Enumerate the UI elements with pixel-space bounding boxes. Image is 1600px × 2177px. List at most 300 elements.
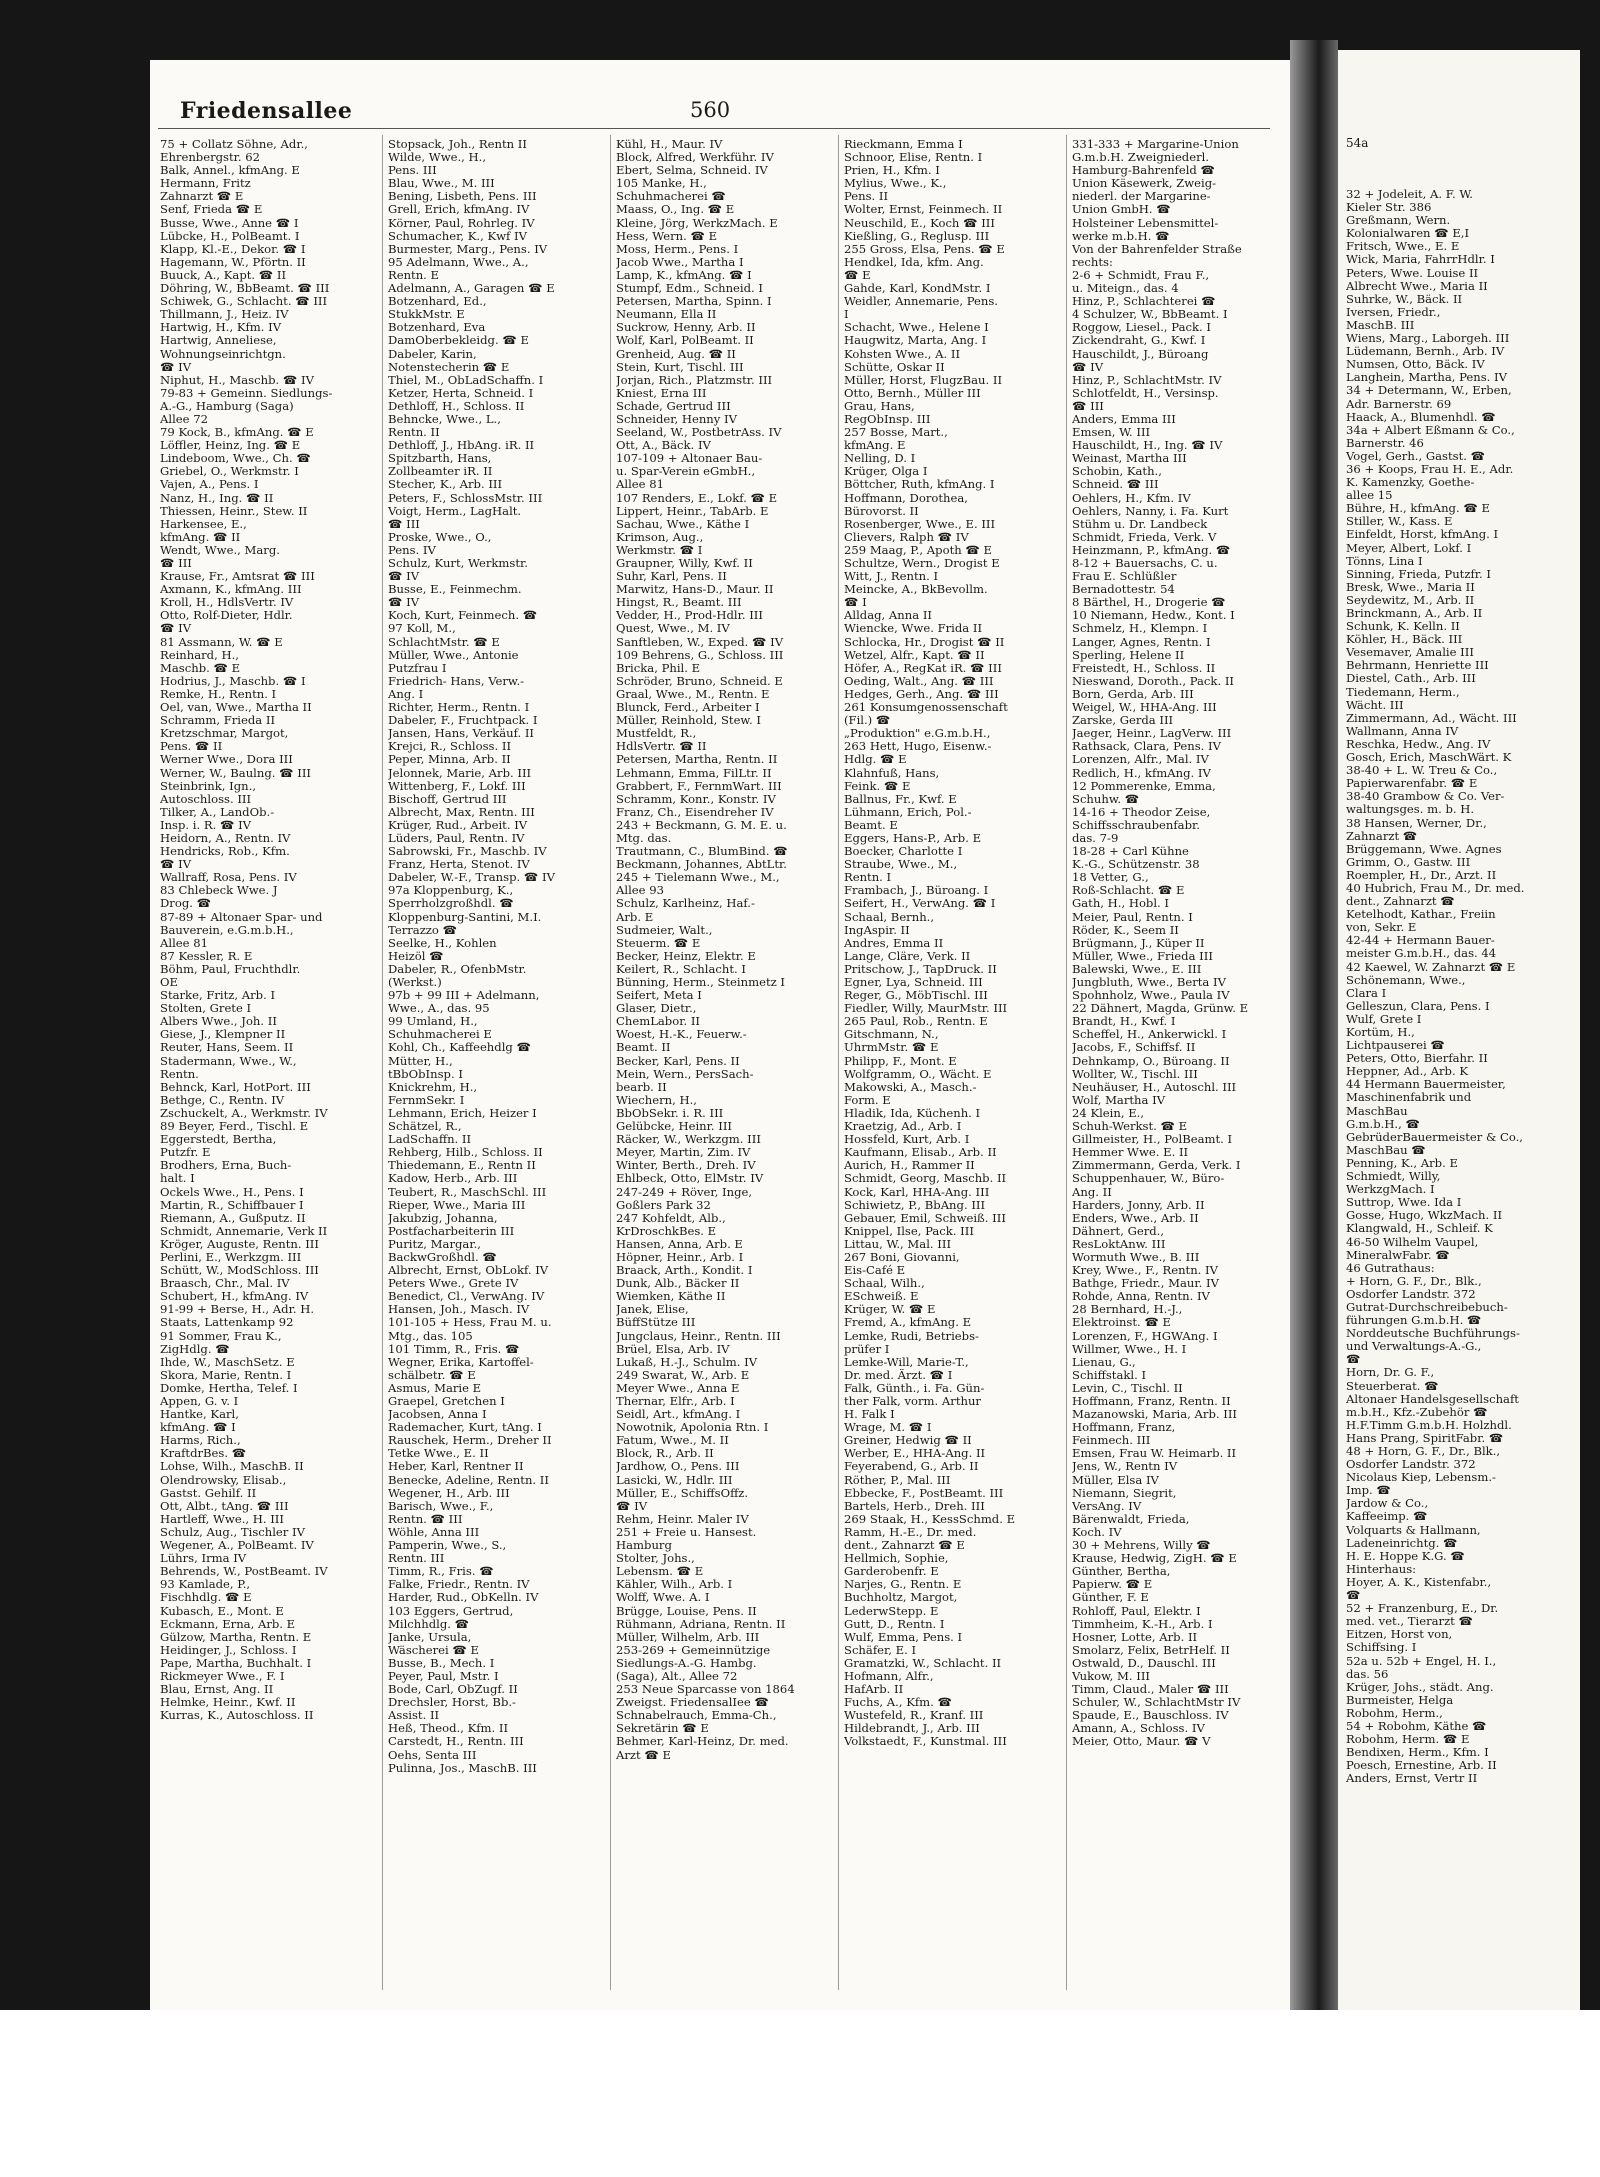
directory-entry: ☎ III: [1072, 399, 1104, 413]
directory-entry: Buuck, A., Kapt. ☎ II: [160, 268, 287, 282]
directory-entry: 40 Hubrich, Frau M., Dr. med.: [1346, 881, 1525, 895]
directory-entry: Schlotfeldt, H., Versinsp.: [1072, 386, 1219, 400]
directory-entry: 91 Sommer, Frau K.,: [160, 1329, 282, 1343]
directory-entry: 91-99 + Berse, H., Adr. H.: [160, 1303, 315, 1317]
directory-entry: Siedlungs-A.-G. Hambg.: [616, 1656, 757, 1670]
directory-entry: Riemann, A., Gußputz. II: [160, 1211, 306, 1225]
directory-entry: Albrecht, Max, Rentn. III: [388, 805, 535, 819]
directory-entry: Krause, Fr., Amtsrat ☎ III: [160, 570, 315, 584]
directory-entry: 107 Renders, E., Lokf. ☎ E: [616, 491, 778, 505]
directory-entry: Werner Wwe., Dora III: [160, 753, 293, 767]
directory-entry: Horn, Dr. G. F.,: [1346, 1366, 1435, 1380]
directory-entry: Kurras, K., Autoschloss. II: [160, 1709, 314, 1723]
directory-entry: Bresk, Wwe., Maria II: [1346, 580, 1475, 594]
directory-entry: Maschb. ☎ E: [160, 661, 241, 675]
directory-entry: ESchweiß. E: [844, 1290, 919, 1304]
directory-entry: Zweigst. FriedensalIee ☎: [616, 1696, 769, 1710]
directory-entry: Dabeler, W.-F., Transp. ☎ IV: [388, 871, 555, 885]
directory-entry: Stecher, K., Arb. III: [388, 478, 503, 492]
directory-entry: Wolf, Karl, PolBeamt. II: [616, 334, 754, 348]
directory-entry: G.m.b.H., ☎: [1346, 1117, 1420, 1131]
directory-entry: 267 Boni, Giovanni,: [844, 1250, 960, 1264]
directory-entry: K. Kamenzky, Goethe-: [1346, 476, 1475, 490]
directory-entry: Hendricks, Rob., Kfm.: [160, 845, 290, 859]
directory-entry: ther Falk, vorm. Arthur: [844, 1395, 981, 1408]
directory-entry: Höfer, A., RegKat iR. ☎ III: [844, 661, 1002, 675]
directory-entry: Graupner, Willy, Kwf. II: [616, 557, 753, 570]
directory-entry: Gitschmann, N.,: [844, 1028, 939, 1042]
directory-entry: m.b.H., Kfz.-Zubehör ☎: [1346, 1405, 1488, 1419]
directory-entry: Peters, Otto, Bierfahr. II: [1346, 1052, 1488, 1066]
directory-entry: Heß, Theod., Kfm. II: [388, 1722, 509, 1736]
directory-entry: Wiechern, H.,: [616, 1093, 697, 1107]
directory-entry: Räcker, W., Werkzgm. III: [616, 1133, 761, 1147]
directory-entry: Littau, W., Mal. III: [844, 1237, 952, 1251]
directory-entry: Robohm, Herm.,: [1346, 1706, 1443, 1720]
directory-entry: Timm, R., Fris. ☎: [388, 1565, 494, 1579]
directory-entry: Perlini, E., Werkzgm. III: [160, 1250, 302, 1264]
directory-entry: Oehlers, H., Kfm. IV: [1072, 491, 1191, 505]
directory-entry: OE: [160, 976, 178, 989]
directory-entry: Reschka, Hedw., Ang. IV: [1346, 737, 1491, 751]
directory-entry: BbObSekr. i. R. III: [616, 1106, 724, 1120]
directory-entry: Schnabelrauch, Emma-Ch.,: [616, 1709, 777, 1723]
directory-entry: Krüger, Olga I: [844, 465, 928, 479]
directory-entry: Fremd, A., kfmAng. E: [844, 1316, 972, 1330]
directory-entry: Stadermann, Wwe., W.,: [160, 1054, 297, 1068]
directory-entry: Werber, E., HHA-Ang. II: [844, 1447, 986, 1461]
directory-entry: Lukaß, H.-J., Schulm. IV: [616, 1355, 758, 1369]
directory-entry: Schiwek, G., Schlacht. ☎ III: [160, 295, 328, 309]
directory-entry: Graal, Wwe., M., Rentn. E: [616, 687, 770, 701]
directory-entry: Schneid. ☎ III: [1072, 478, 1159, 492]
directory-entry: Emsen, W. III: [1072, 426, 1151, 440]
directory-entry: Wollter, W., Tischl. III: [1072, 1067, 1198, 1081]
directory-entry: Drog. ☎: [160, 897, 212, 911]
directory-entry: Petersen, Martha, Spinn. I: [616, 295, 772, 309]
directory-entry: Ramm, H.-E., Dr. med.: [844, 1525, 977, 1539]
directory-entry: Löffler, Heinz, Ing. ☎ E: [160, 439, 301, 453]
directory-entry: Bürovorst. II: [844, 504, 919, 518]
directory-entry: allee 15: [1346, 489, 1393, 503]
directory-entry: Heidorn, A., Rentn. IV: [160, 831, 291, 845]
directory-entry: Wilde, Wwe., H.,: [388, 151, 487, 165]
directory-entry: Ehlbeck, Otto, ElMstr. IV: [616, 1172, 764, 1186]
directory-entry: Hamburg-Bahrenfeld ☎: [1072, 164, 1215, 178]
directory-entry: 42 Kaewel, W. Zahnarzt ☎ E: [1346, 960, 1516, 974]
directory-entry: Krejci, R., Schloss. II: [388, 740, 512, 754]
right-page: [1338, 50, 1580, 2010]
directory-entry: 87 Kessler, R. E: [160, 949, 253, 963]
directory-entry: 79 Kock, B., kfmAng. ☎ E: [160, 426, 314, 440]
directory-entry: Wick, Maria, FahrrHdlr. I: [1346, 253, 1495, 267]
directory-entry: Putzfr. E: [160, 1146, 211, 1160]
directory-entry: + Horn, G. F., Dr., Blk.,: [1346, 1274, 1482, 1288]
directory-entry: Suttrop, Wwe. Ida I: [1346, 1196, 1462, 1210]
directory-entry: Egner, Lya, Schneid. III: [844, 976, 983, 989]
directory-entry: Hinz, P., SchlachtMstr. IV: [1072, 373, 1222, 387]
directory-entry: Hemmer Wwe. E. II: [1072, 1146, 1189, 1160]
directory-entry: Ockels Wwe., H., Pens. I: [160, 1185, 304, 1199]
directory-entry: Sekretärin ☎ E: [616, 1722, 709, 1736]
directory-entry: Schmidt, Georg, Maschb. II: [844, 1172, 1007, 1186]
directory-entry: Knickrehm, H.,: [388, 1080, 478, 1094]
directory-entry: Kniest, Erna III: [616, 386, 707, 400]
directory-entry: Schmiedt, Willy,: [1346, 1170, 1441, 1184]
directory-entry: Tetke Wwe., E. II: [388, 1447, 489, 1461]
directory-entry: Busse, B., Mech. I: [388, 1656, 495, 1670]
directory-entry: Union GmbH. ☎: [1072, 203, 1171, 217]
directory-entry: Rentn. III: [388, 1552, 445, 1566]
directory-entry: Form. E: [844, 1093, 891, 1107]
directory-entry: Hagemann, W., Pförtn. II: [160, 255, 306, 269]
directory-entry: 46-50 Wilhelm Vaupel,: [1346, 1235, 1479, 1249]
directory-entry: Rademacher, Kurt, tAng. I: [388, 1421, 542, 1435]
directory-entry: Schuhmacherei ☎: [616, 190, 726, 204]
directory-entry: Bartels, Herb., Dreh. III: [844, 1499, 985, 1513]
directory-entry: Sudmeier, Walt.,: [616, 923, 713, 937]
directory-entry: Lasicki, W., Hdlr. III: [616, 1473, 733, 1487]
directory-entry: Roempler, H., Dr., Arzt. II: [1346, 868, 1497, 882]
directory-entry: Wiemken, Käthe II: [616, 1290, 726, 1304]
directory-entry: 89 Beyer, Ferd., Tischl. E: [160, 1120, 309, 1134]
directory-entry: Stopsack, Joh., Rentn II: [388, 138, 527, 151]
directory-entry: 18 Vetter, G.,: [1072, 871, 1149, 885]
directory-entry: Mein, Wern., PersSach-: [616, 1067, 754, 1081]
directory-entry: Lemke, Rudi, Betriebs-: [844, 1329, 979, 1343]
directory-entry: 263 Hett, Hugo, Eisenw.-: [844, 740, 992, 754]
directory-entry: Rieper, Wwe., Maria III: [388, 1198, 526, 1212]
directory-entry: Wiens, Marg., Laborgeh. III: [1346, 332, 1510, 346]
directory-entry: Heinzmann, P., kfmAng. ☎: [1072, 543, 1231, 557]
directory-entry: Emsen, Frau W. Heimarb. II: [1072, 1447, 1237, 1461]
directory-entry: Eitzen, Horst von,: [1346, 1628, 1453, 1642]
directory-entry: Köhler, H., Bäck. III: [1346, 633, 1463, 647]
directory-entry: Lindeboom, Wwe., Ch. ☎: [160, 452, 311, 466]
directory-entry: Knippel, Ilse, Pack. III: [844, 1224, 974, 1238]
directory-entry: Wrage, M. ☎ I: [844, 1421, 932, 1435]
directory-entry: Hartleff, Wwe., H. III: [160, 1512, 284, 1526]
directory-entry: Allee 81: [616, 478, 664, 492]
directory-entry: Spohnholz, Wwe., Paula IV: [1072, 989, 1230, 1003]
directory-entry: Richter, Herm., Rentn. I: [388, 701, 530, 715]
directory-entry: Lühmann, Erich, Pol.-: [844, 805, 972, 819]
directory-entry: Barisch, Wwe., F.,: [388, 1499, 494, 1513]
directory-entry: 103 Eggers, Gertrud,: [388, 1604, 514, 1618]
directory-entry: Grell, Erich, kfmAng. IV: [388, 203, 530, 217]
directory-entry: Meyer Wwe., Anna E: [616, 1381, 740, 1395]
directory-entry: Von der Bahrenfelder Straße: [1072, 242, 1242, 256]
directory-entry: Frau E. Schlüßler: [1072, 570, 1177, 584]
directory-entry: Behncke, Wwe., L.,: [388, 412, 501, 426]
directory-entry: Koch, Kurt, Feinmech. ☎: [388, 609, 538, 623]
directory-entry: Ehrenbergstr. 62: [160, 151, 261, 165]
directory-entry: Schulz, Kurt, Werkmstr.: [388, 557, 528, 570]
directory-entry: Lorenzen, F., HGWAng. I: [1072, 1329, 1218, 1343]
directory-entry: Becker, Heinz, Elektr. E: [616, 949, 756, 963]
directory-entry: Wittenberg, F., Lokf. III: [388, 779, 526, 793]
directory-entry: Scheffel, H., Ankerwickl. I: [1072, 1028, 1227, 1042]
directory-entry: Poesch, Ernestine, Arb. II: [1346, 1759, 1497, 1773]
directory-entry: Holsteiner Lebensmittel-: [1072, 216, 1219, 230]
directory-entry: Thillmann, J., Heiz. IV: [160, 308, 289, 322]
directory-entry: Kortüm, H.,: [1346, 1026, 1415, 1039]
directory-entry: A.-G., Hamburg (Saga): [160, 399, 294, 413]
directory-entry: niederl. der Margarine-: [1072, 190, 1211, 204]
directory-entry: Rathsack, Clara, Pens. IV: [1072, 740, 1221, 754]
directory-entry: Schuhw. ☎: [1072, 792, 1140, 806]
directory-entry: Bischoff, Gertrud III: [388, 792, 507, 806]
directory-entry: DamOberbekleidg. ☎ E: [388, 334, 529, 348]
directory-entry: Kaufmann, Elisab., Arb. II: [844, 1146, 997, 1160]
directory-entry: 30 + Mehrens, Willy ☎: [1072, 1539, 1211, 1553]
directory-entry: Brügmann, J., Küper II: [1072, 936, 1205, 950]
directory-entry: 101 Timm, R., Fris. ☎: [388, 1342, 520, 1356]
directory-entry: Langhein, Martha, Pens. IV: [1346, 371, 1507, 385]
directory-entry: Appen, G. v. I: [160, 1395, 239, 1408]
directory-entry: Notenstecherin ☎ E: [388, 360, 510, 374]
directory-entry: Tiedemann, Herm.,: [1346, 685, 1460, 699]
directory-entry: Zschuckelt, A., Werkmstr. IV: [160, 1106, 328, 1120]
directory-entry: Albrecht, Ernst, ObLokf. IV: [388, 1264, 549, 1278]
directory-entry: Gelleszun, Clara, Pens. I: [1346, 999, 1490, 1013]
directory-entry: ☎ III: [388, 517, 420, 531]
directory-entry: med. vet., Tierarzt ☎: [1346, 1615, 1473, 1629]
directory-entry: Peters, Wwe. Louise II: [1346, 266, 1479, 280]
directory-entry: ☎ I: [844, 596, 867, 610]
directory-entry: das. 7-9: [1072, 831, 1119, 845]
directory-entry: Diestel, Cath., Arb. III: [1346, 672, 1476, 686]
directory-entry: Falk, Günth., i. Fa. Gün-: [844, 1381, 985, 1395]
directory-entry: Schulz, Aug., Tischler IV: [160, 1525, 305, 1539]
directory-entry: Fuchs, A., Kfm. ☎: [844, 1696, 952, 1710]
page-number: 560: [690, 98, 731, 122]
directory-entry: Lippert, Heinr., TabArb. E: [616, 504, 769, 518]
directory-entry: Altonaer Handelsgesellschaft: [1346, 1392, 1519, 1406]
directory-entry: Hess, Wern. ☎ E: [616, 229, 718, 243]
column-divider: [382, 135, 383, 1990]
directory-entry: Thiessen, Heinr., Stew. II: [160, 504, 308, 518]
directory-entry: Busse, E., Feinmechm.: [388, 583, 522, 597]
directory-entry: Wendt, Wwe., Marg.: [160, 543, 280, 557]
directory-entry: Peyer, Paul, Mstr. I: [388, 1669, 499, 1683]
directory-entry: Rentn. II: [388, 426, 440, 440]
directory-entry: Dehnkamp, O., Büroang. II: [1072, 1054, 1230, 1068]
directory-entry: Meincke, A., BkBevollm.: [844, 583, 988, 597]
directory-column-5: [1072, 138, 1290, 1998]
directory-entry: Friedrich- Hans, Verw.-: [388, 674, 525, 688]
directory-entry: von, Sekr. E: [1346, 921, 1417, 935]
directory-entry: Ballnus, Fr., Kwf. E: [844, 792, 957, 806]
directory-column-2: [388, 138, 606, 1998]
directory-entry: Anders, Ernst, Vertr II: [1346, 1772, 1478, 1786]
directory-entry: Schönemann, Wwe.,: [1346, 973, 1466, 987]
directory-entry: Ebert, Selma, Schneid. IV: [616, 164, 768, 178]
directory-entry: 245 + Tielemann Wwe., M.,: [616, 871, 780, 885]
directory-entry: Schnoor, Elise, Rentn. I: [844, 151, 983, 165]
directory-entry: Klapp, Kl.-E., Dekor. ☎ I: [160, 242, 306, 256]
directory-entry: Gülzow, Martha, Rentn. E: [160, 1630, 312, 1644]
directory-entry: Böhm, Paul, Fruchthdlr.: [160, 962, 301, 976]
directory-entry: Kohl, Ch., Kaffeehdlg ☎: [388, 1041, 531, 1055]
directory-entry: ☎: [1346, 1589, 1361, 1603]
directory-entry: Schultze, Wern., Drogist E: [844, 557, 1000, 570]
directory-entry: Hauschildt, H., Ing. ☎ IV: [1072, 439, 1223, 453]
directory-entry: Weigel, W., HHA-Ang. III: [1072, 701, 1217, 715]
directory-entry: Alldag, Anna II: [844, 609, 932, 623]
directory-entry: Vedder, H., Prod-Hdlr. III: [616, 609, 763, 623]
directory-entry: Müller, Wwe., Frieda III: [1072, 949, 1213, 963]
directory-entry: Wächt. III: [1346, 698, 1404, 712]
scan-border-right: [1580, 0, 1600, 2010]
directory-entry: Harder, Rud., ObKelln. IV: [388, 1591, 539, 1605]
directory-entry: Körner, Paul, Rohrleg. IV: [388, 216, 535, 230]
directory-entry: Hoffmann, Dorothea,: [844, 491, 968, 505]
directory-entry: Puritz, Margar.,: [388, 1237, 481, 1251]
directory-entry: Balewski, Wwe., E. III: [1072, 962, 1202, 976]
directory-entry: Suckrow, Henny, Arb. II: [616, 321, 756, 335]
directory-entry: Hoffmann, Franz,: [1072, 1421, 1176, 1435]
directory-entry: Benedict, Cl., VerwAng. IV: [388, 1290, 545, 1304]
directory-entry: Busse, Wwe., Anne ☎ I: [160, 216, 299, 230]
directory-entry: Adr. Barnerstr. 69: [1346, 397, 1452, 411]
directory-entry: Heidinger, J., Schloss. I: [160, 1643, 297, 1657]
directory-entry: Rühmann, Adriana, Rentn. II: [616, 1617, 786, 1631]
directory-entry: Nanz, H., Ing. ☎ II: [160, 491, 274, 505]
directory-entry: Milchhdlg. ☎: [388, 1617, 470, 1631]
directory-entry: Bühre, H., kfmAng. ☎ E: [1346, 502, 1490, 516]
directory-entry: Clara I: [1346, 986, 1387, 1000]
directory-entry: Volquarts & Hallmann,: [1346, 1523, 1481, 1537]
directory-entry: Gosse, Hugo, WkzMach. II: [1346, 1209, 1503, 1223]
directory-entry: Kleine, Jörg, WerkzMach. E: [616, 216, 778, 230]
directory-entry: ☎ III: [160, 557, 192, 570]
directory-entry: 259 Maag, P., Apoth ☎ E: [844, 543, 992, 557]
directory-entry: Timmheim, K.-H., Arb. I: [1072, 1617, 1213, 1631]
directory-entry: Schade, Gertrud III: [616, 399, 731, 413]
directory-entry: Dethloff, J., HbAng. iR. II: [388, 439, 535, 453]
directory-entry: Philipp, F., Mont. E: [844, 1054, 957, 1068]
directory-entry: Schmelz, H., Klempn. I: [1072, 622, 1208, 636]
directory-entry: 87-89 + Altonaer Spar- und: [160, 910, 323, 924]
directory-entry: ☎ IV: [1072, 360, 1104, 374]
directory-entry: Redlich, H., kfmAng. IV: [1072, 766, 1211, 780]
directory-entry: 249 Swarat, W., Arb. E: [616, 1368, 750, 1382]
directory-entry: Sachau, Wwe., Käthe I: [616, 517, 750, 531]
directory-entry: 97 Koll, M.,: [388, 622, 456, 636]
directory-entry: Krause, Hedwig, ZigH. ☎ E: [1072, 1552, 1237, 1566]
directory-entry: Beamt. II: [616, 1041, 671, 1055]
directory-entry: Trautmann, C., BlumBind. ☎: [616, 845, 788, 859]
directory-entry: ResLoktAnw. III: [1072, 1237, 1166, 1251]
directory-entry: 109 Behrens, G., Schloss. III: [616, 648, 784, 662]
directory-entry: Lorenzen, Alfr., Mal. IV: [1072, 753, 1209, 767]
directory-entry: Wegener, A., PolBeamt. IV: [160, 1539, 314, 1553]
directory-entry: Kloppenburg-Santini, M.I.: [388, 910, 542, 924]
directory-entry: Brodhers, Erna, Buch-: [160, 1159, 292, 1173]
directory-entry: Werner, W., Baulng. ☎ III: [160, 766, 312, 780]
directory-entry: Pens. III: [388, 164, 437, 178]
directory-entry: 255 Gross, Elsa, Pens. ☎ E: [844, 242, 1005, 256]
book-gutter: [1290, 40, 1338, 2010]
directory-entry: Botzenhard, Ed.,: [388, 295, 487, 309]
directory-entry: Feink. ☎ E: [844, 779, 911, 793]
directory-entry: Lüders, Paul, Rentn. IV: [388, 831, 525, 845]
directory-entry: Heizöl ☎: [388, 949, 444, 963]
directory-entry: (Werkst.): [388, 976, 442, 989]
directory-entry: Niemann, Siegrit,: [1072, 1486, 1177, 1500]
directory-entry: Robohm, Herm. ☎ E: [1346, 1733, 1470, 1747]
directory-entry: 331-333 + Margarine-Union: [1072, 138, 1239, 151]
directory-column-4: [844, 138, 1062, 1998]
directory-entry: Wolter, Ernst, Feinmech. II: [844, 203, 1003, 217]
directory-entry: Falke, Friedr., Rentn. IV: [388, 1578, 530, 1592]
directory-entry: Beamt. E: [844, 818, 898, 832]
directory-entry: 8-12 + Bauersachs, C. u.: [1072, 557, 1218, 570]
directory-entry: Roggow, Liesel., Pack. I: [1072, 321, 1211, 335]
directory-entry: Meier, Paul, Rentn. I: [1072, 910, 1193, 924]
directory-entry: Schlocka, Hr., Drogist ☎ II: [844, 635, 1005, 649]
directory-entry: Seidl, Art., kfmAng. I: [616, 1408, 741, 1422]
directory-entry: Brügge, Louise, Pens. II: [616, 1604, 757, 1618]
directory-entry: Kock, Karl, HHA-Ang. III: [844, 1185, 990, 1199]
column-divider: [610, 135, 611, 1990]
directory-entry: Union Käsewerk, Zweig-: [1072, 177, 1217, 191]
directory-entry: Haack, A., Blumenhdl. ☎: [1346, 410, 1496, 424]
directory-entry: Maass, O., Ing. ☎ E: [616, 203, 735, 217]
directory-entry: Günther, Bertha,: [1072, 1565, 1171, 1579]
directory-entry: Witt, J., Rentn. I: [844, 570, 939, 584]
directory-entry: Oeding, Walt., Ang. ☎ III: [844, 674, 994, 688]
directory-entry: Meyer, Martin, Zim. IV: [616, 1146, 751, 1160]
directory-entry: Penning, K., Arb. E: [1346, 1156, 1458, 1170]
directory-entry: Meyer, Albert, Lokf. I: [1346, 541, 1472, 555]
directory-entry: Lüdemann, Bernh., Arb. IV: [1346, 345, 1505, 359]
directory-entry: Pulinna, Jos., MaschB. III: [388, 1761, 537, 1775]
directory-entry: Feyerabend, G., Arb. II: [844, 1460, 979, 1474]
directory-entry: Mylius, Wwe., K.,: [844, 177, 947, 191]
directory-entry: Franz, Ch., Eisendreher IV: [616, 805, 774, 819]
directory-entry: Pens. IV: [388, 543, 436, 557]
directory-entry: Pape, Martha, Buchhalt. I: [160, 1656, 312, 1670]
directory-entry: 38-40 Grambow & Co. Ver-: [1346, 790, 1505, 804]
directory-entry: Schramm, Frieda II: [160, 714, 276, 728]
directory-entry: Weinast, Martha III: [1072, 452, 1187, 466]
directory-entry: Ketzer, Herta, Schneid. I: [388, 386, 534, 400]
directory-entry: Tönns, Lina I: [1346, 554, 1423, 568]
directory-entry: 52a u. 52b + Engel, H. I.,: [1346, 1654, 1497, 1668]
directory-entry: Müller, Wilhelm, Arb. III: [616, 1630, 760, 1644]
directory-entry: Braack, Arth., Kondit. I: [616, 1264, 753, 1278]
directory-entry: Buchholtz, Margot,: [844, 1591, 958, 1605]
directory-entry: K.-G., Schützenstr. 38: [1072, 858, 1200, 872]
directory-entry: Röther, P., Mal. III: [844, 1473, 951, 1487]
directory-entry: KrDroschkBes. E: [616, 1224, 717, 1238]
directory-entry: MaschBau ☎: [1346, 1143, 1426, 1157]
directory-entry: Hodrius, J., Maschb. ☎ I: [160, 674, 306, 688]
directory-entry: Krüger, Rud., Arbeit. IV: [388, 818, 528, 832]
directory-entry: Mütter, H.,: [388, 1054, 453, 1068]
directory-entry: Wäscherei ☎ E: [388, 1643, 479, 1657]
directory-entry: Brinckmann, A., Arb. II: [1346, 607, 1483, 620]
directory-entry: (Fil.) ☎: [844, 714, 891, 728]
directory-entry: Willmer, Wwe., H. I: [1072, 1342, 1187, 1356]
directory-entry: Lehmann, Emma, FilLtr. II: [616, 766, 772, 780]
directory-entry: MaschBau: [1346, 1104, 1408, 1118]
directory-entry: Otto, Bernh., Müller III: [844, 386, 981, 400]
directory-entry: Albrecht Wwe., Maria II: [1346, 279, 1488, 293]
directory-entry: dent., Zahnarzt ☎: [1346, 895, 1455, 909]
